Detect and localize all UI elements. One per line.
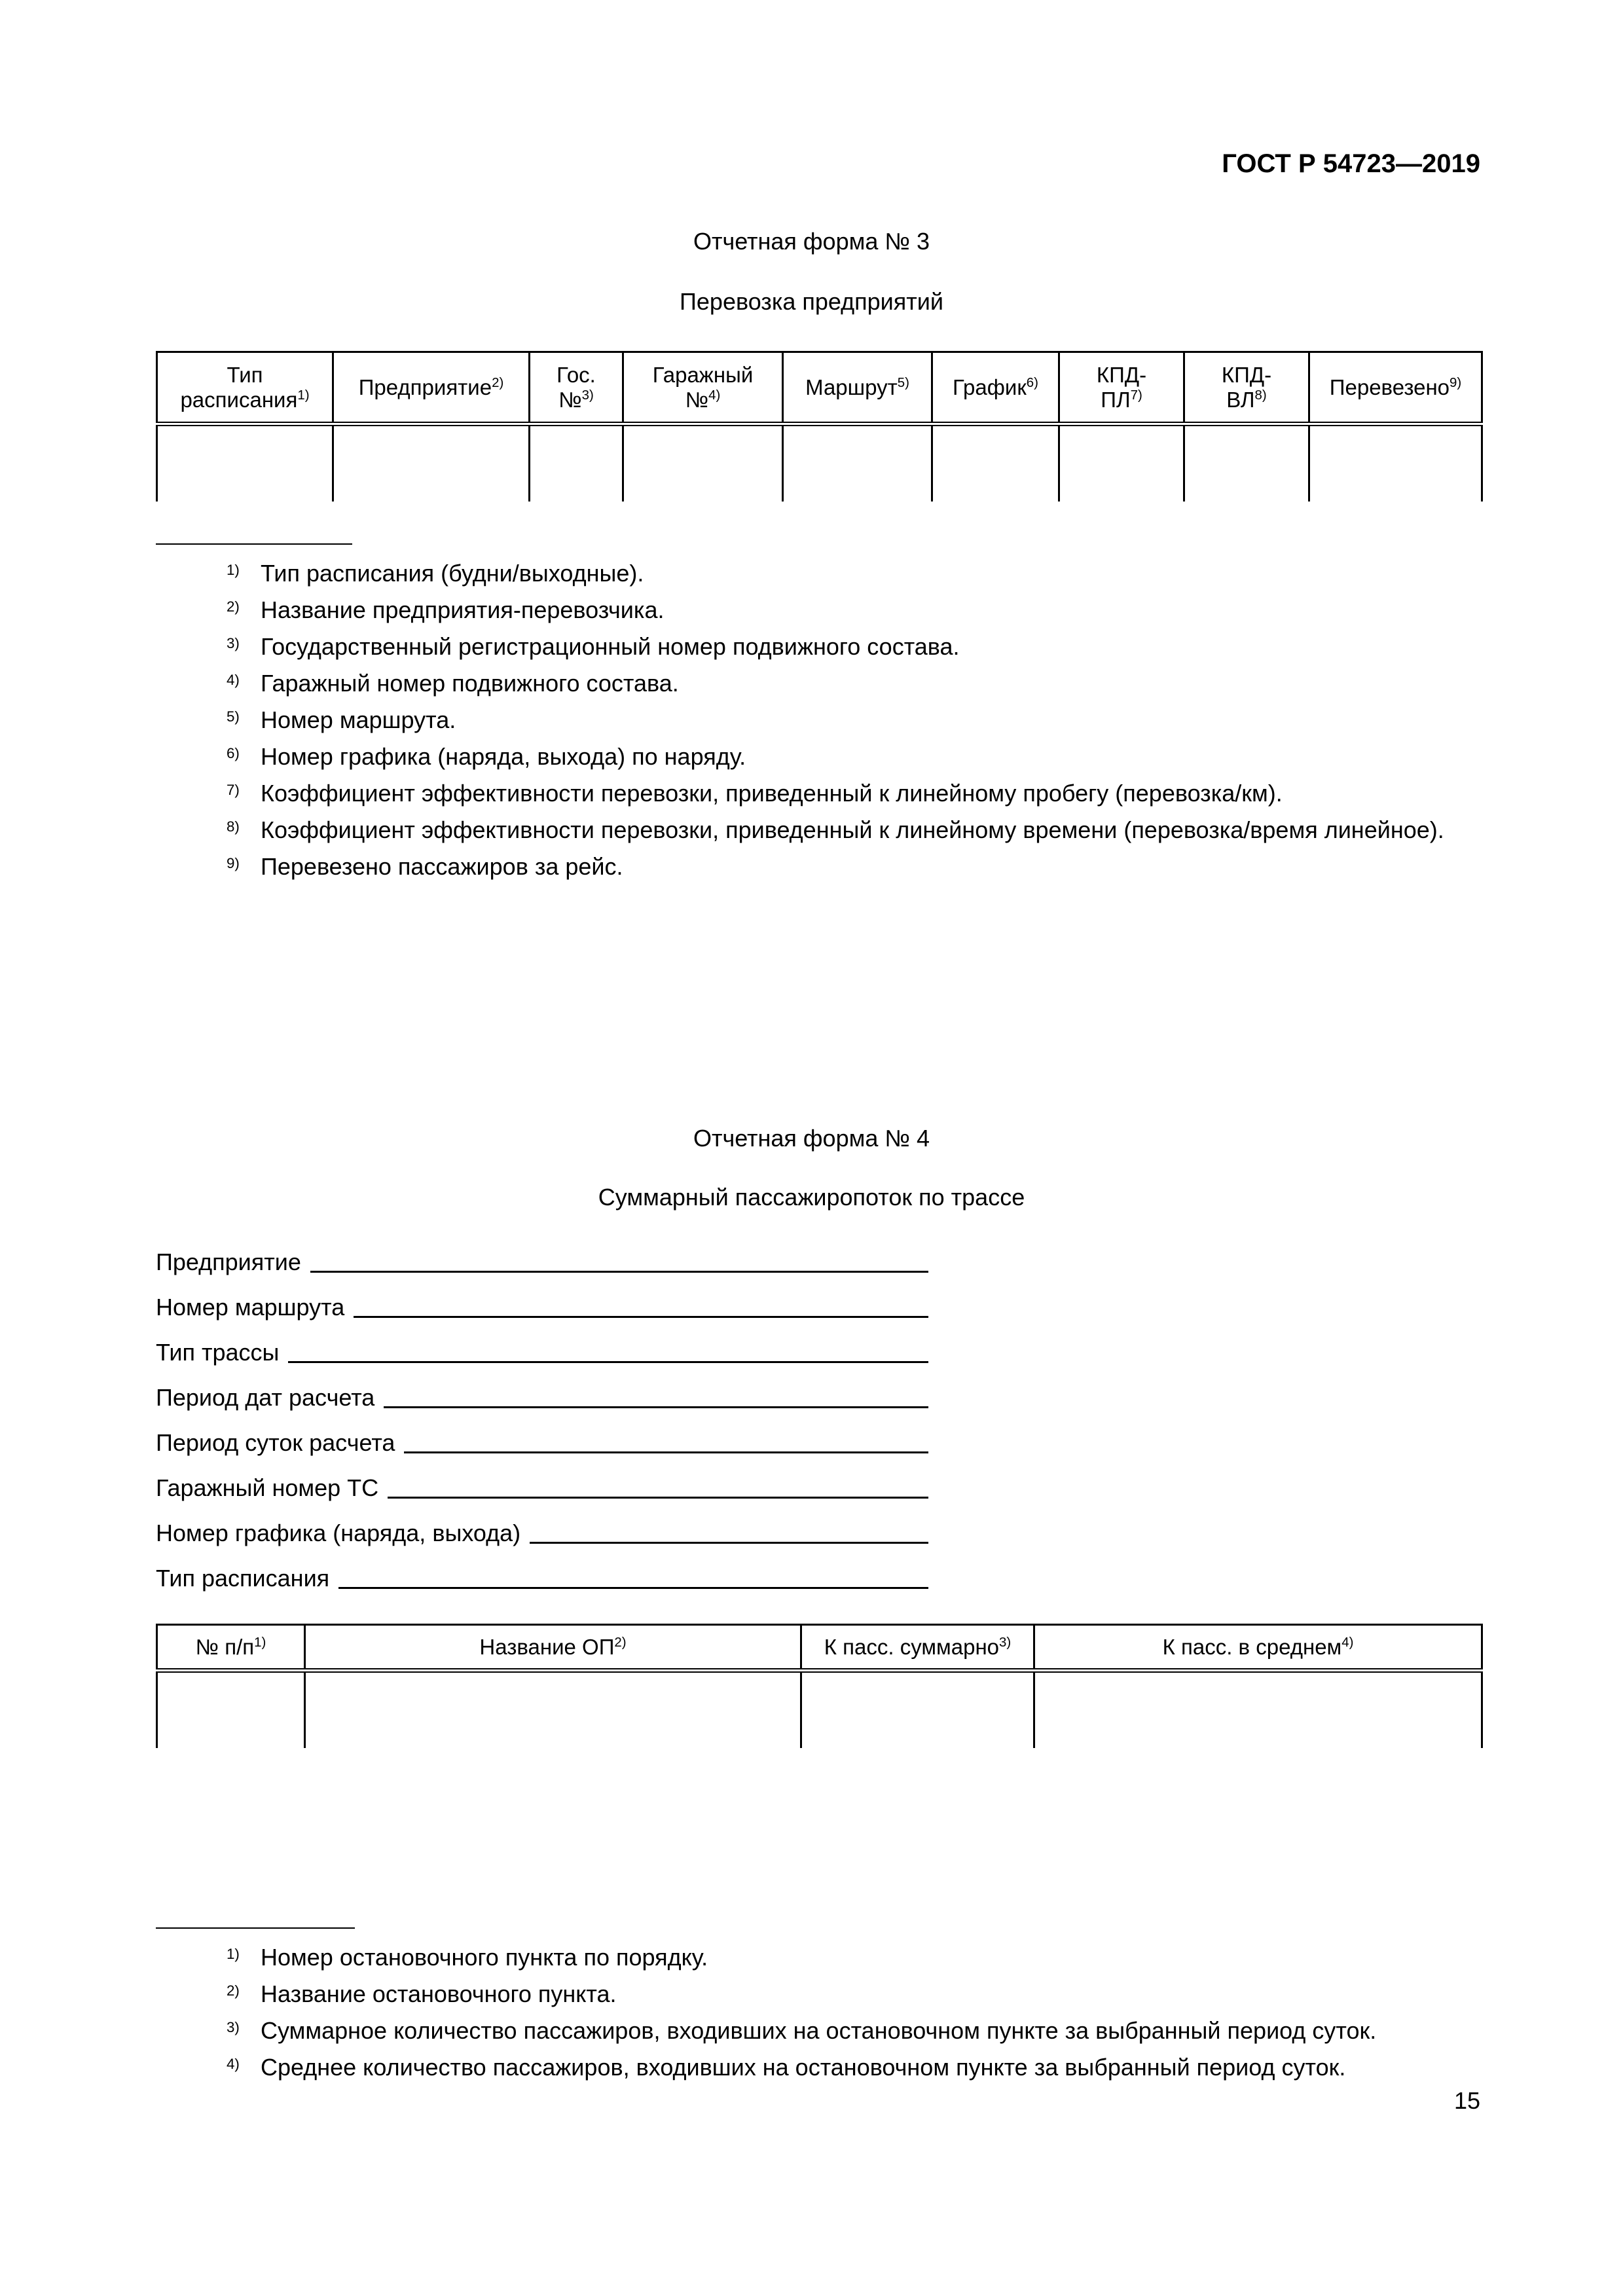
fill-line[interactable] <box>384 1381 928 1408</box>
col-pass-total: К пасс. суммарно$^{3)}$ <box>801 1625 1034 1671</box>
field-date-period: Период дат расчета <box>156 1377 928 1411</box>
form4-footnotes <box>156 1939 1481 2086</box>
form4-title: Отчетная форма № 4 <box>693 1125 930 1152</box>
field-route-type: Тип трассы <box>156 1332 928 1366</box>
page-number: 15 <box>1453 2087 1480 2114</box>
fill-line[interactable] <box>404 1427 928 1453</box>
field-day-period: Период суток расчета <box>156 1422 928 1456</box>
fill-line[interactable] <box>310 1246 928 1273</box>
footnote: $^{3)}$ Суммарное количество пассажиров, входивших на остановочном пункте за выбранный период суток. <box>227 2017 1377 2044</box>
form4-subtitle: Суммарный пассажиропоток по трассе <box>598 1184 1025 1211</box>
field-route-number: Номер маршрута <box>156 1286 928 1321</box>
col-garage-number: Гаражный №$^{4)}$ <box>623 352 783 424</box>
footnote: $^{8)}$ Коэффициент эффективности перевозки, приведенный к линейному времени (перевозка/время линейное). <box>227 816 1444 843</box>
fill-line[interactable] <box>388 1472 928 1499</box>
footnote: $^{6)}$ Номер графика (наряда, выхода) по наряду. <box>227 743 746 770</box>
footnote: $^{2)}$ Название предприятия-перевозчика. <box>227 596 665 623</box>
footnote: $^{4)}$ Гаражный номер подвижного состава. <box>227 670 679 697</box>
fill-line[interactable] <box>338 1562 928 1589</box>
footnote: $^{5)}$ Номер маршрута. <box>227 706 456 733</box>
footnote: $^{1)}$ Тип расписания (будни/выходные). <box>227 560 644 587</box>
col-index: № $п/п^{1)}$ <box>157 1625 305 1671</box>
footnote: $^{7)}$ Коэффициент эффективности перевозки, приведенный к линейному пробегу (перевозка/км). <box>227 780 1283 807</box>
field-schedule-type: Тип расписания <box>156 1558 928 1592</box>
col-enterprise: Предприятие$^{2)}$ <box>333 352 530 424</box>
footnote: $^{4)}$ Среднее количество пассажиров, входивших на остановочном пункте за выбранный период суток. <box>227 2054 1346 2081</box>
footnote: $^{1)}$ Номер остановочного пункта по порядку. <box>227 1944 708 1971</box>
col-kpd-vl: КПД- ВЛ$^{8)}$ <box>1184 352 1309 424</box>
col-stop-name: Название ОП$^{2)}$ <box>305 1625 801 1671</box>
form4-empty-row <box>157 1671 1482 1748</box>
field-garage-number: Гаражный номер ТС <box>156 1467 928 1501</box>
standard-code: ГОСТ Р 54723—2019 <box>1222 149 1480 178</box>
field-enterprise: Предприятие <box>156 1241 928 1275</box>
col-transported: Перевезено$^{9)}$ <box>1309 352 1482 424</box>
form3-header-row <box>157 352 1482 424</box>
col-state-number: Гос. №$^{3)}$ <box>530 352 623 424</box>
form3-title: Отчетная форма № 3 <box>693 228 930 255</box>
col-kpd-pl: КПД- ПЛ$^{7)}$ <box>1059 352 1184 424</box>
form4-header-row <box>157 1625 1482 1671</box>
fill-line[interactable] <box>288 1336 928 1363</box>
footnote: $^{2)}$ Название остановочного пункта. <box>227 1980 617 2007</box>
col-schedule-type: Тип расписания$^{1)}$ <box>157 352 333 424</box>
form3-subtitle: Перевозка предприятий <box>680 288 943 315</box>
fill-line[interactable] <box>530 1517 928 1544</box>
form3-table <box>156 351 1483 501</box>
form3-footnotes <box>156 555 1481 885</box>
footnote-separator <box>156 543 352 545</box>
col-timetable: График$^{6)}$ <box>932 352 1059 424</box>
footnote: $^{3)}$ Государственный регистрационный номер подвижного состава. <box>227 633 960 660</box>
footnote-separator <box>156 1927 355 1929</box>
field-timetable-number: Номер графика (наряда, выхода) <box>156 1512 928 1546</box>
fill-line[interactable] <box>354 1291 928 1318</box>
form3-empty-row <box>157 424 1482 501</box>
footnote: $^{9)}$ Перевезено пассажиров за рейс. <box>227 853 623 880</box>
col-route: Маршрут$^{5)}$ <box>783 352 932 424</box>
form4-table <box>156 1624 1483 1748</box>
col-pass-average: К пасс. в среднем$^{4)}$ <box>1034 1625 1482 1671</box>
